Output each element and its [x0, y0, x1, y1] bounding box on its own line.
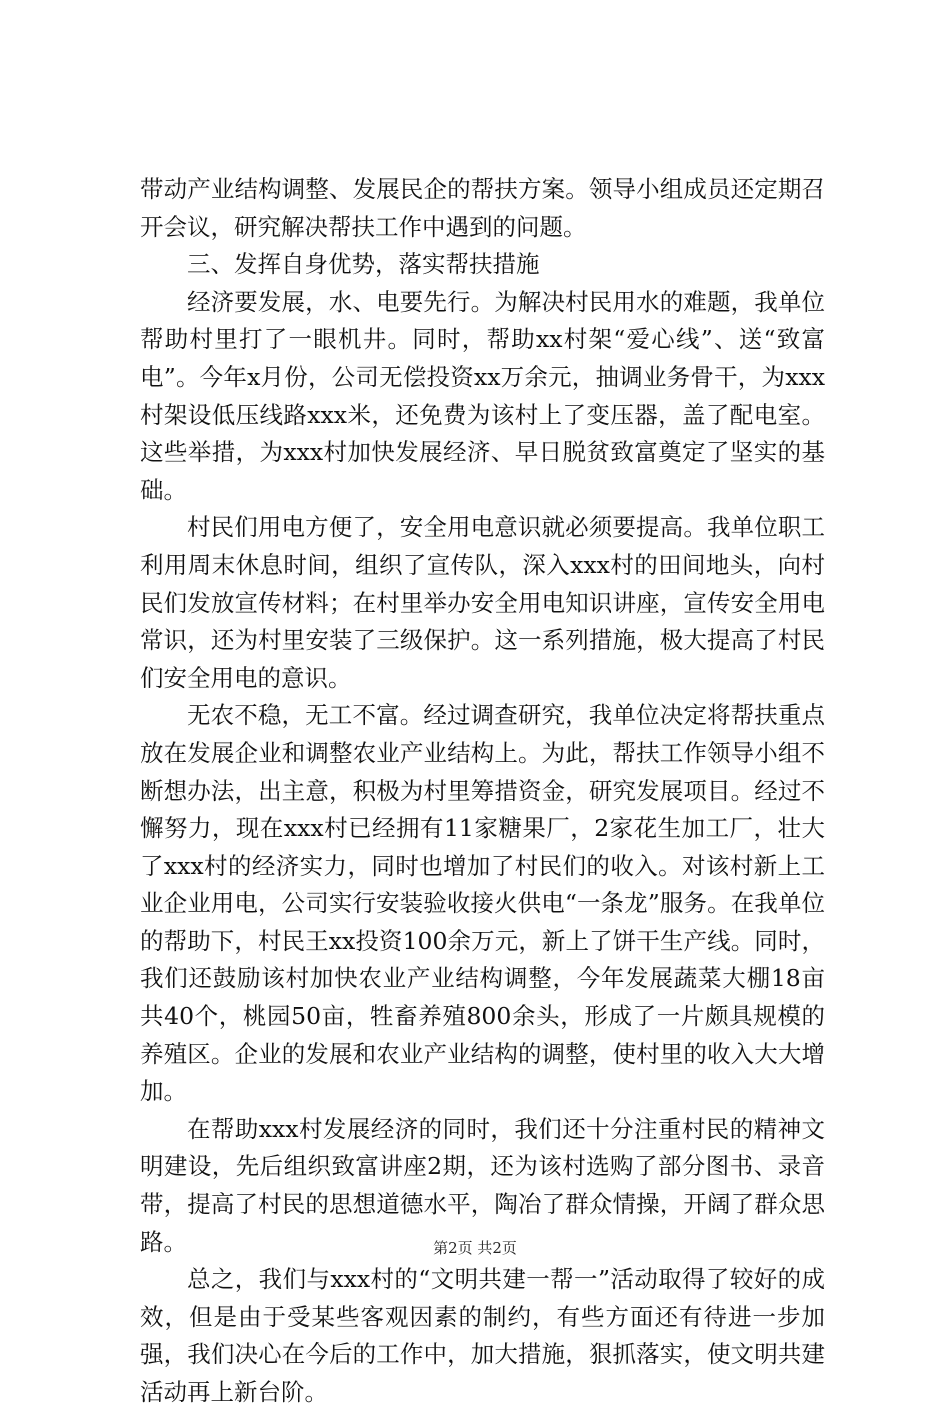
document-body	[140, 171, 825, 1412]
paragraph-water-electricity: 经济要发展，水、电要先行。为解决村民用水的难题，我单位帮助村里打了一眼机井。同时，帮助xx村架“爱心线”、送“致富电”。今年x月份，公司无偿投资xx万余元，抽调业务骨干，为xxx村架设低压线路xxx米，还免费为该村上了变压器，盖了配电室。这些举措，为xxx村加快发展经济、早日脱贫致富奠定了坚实的基础。	[140, 287, 825, 504]
paragraph-electric-safety: 村民们用电方便了，安全用电意识就必须要提高。我单位职工利用周末休息时间，组织了宣传队，深入xxx村的田间地头，向村民们发放宣传材料；在村里举办安全用电知识讲座，宣传安全用电常识，还为村里安装了三级保护。这一系列措施，极大提高了村民们安全用电的意识。	[140, 513, 825, 692]
paragraph-industry-agriculture: 无农不稳，无工不富。经过调查研究，我单位决定将帮扶重点放在发展企业和调整农业产业结构上。为此，帮扶工作领导小组不断想办法，出主意，积极为村里筹措资金，研究发展项目。经过不懈努力，现在xxx村已经拥有11家糖果厂，2家花生加工厂，壮大了xxx村的经济实力，同时也增加了村民们的收入。对该村新上工业企业用电，公司实行安装验收接火供电“一条龙”服务。在我单位的帮助下，村民王xx投资100余万元，新上了饼干生产线。同时，我们还鼓励该村加快农业产业结构调整，今年发展蔬菜大棚18亩共40个，桃园50亩，牲畜养殖800余头，形成了一片颇具规模的养殖区。企业的发展和农业产业结构的调整，使村里的收入大大增加。	[140, 701, 825, 1106]
paragraph-continuation: 带动产业结构调整、发展民企的帮扶方案。领导小组成员还定期召开会议，研究解决帮扶工作中遇到的问题。	[140, 175, 825, 241]
paragraph-spiritual-civilization: 在帮助xxx村发展经济的同时，我们还十分注重村民的精神文明建设，先后组织致富讲座2期，还为该村选购了部分图书、录音带，提高了村民的思想道德水平，陶冶了群众情操，开阔了群众思路。	[140, 1114, 825, 1256]
paragraph-conclusion: 总之，我们与xxx村的“文明共建一帮一”活动取得了较好的成效，但是由于受某些客观因素的制约，有些方面还有待进一步加强，我们决心在今后的工作中，加大措施，狠抓落实，使文明共建活动再上新台阶。	[140, 1265, 825, 1406]
section-heading: 三、发挥自身优势，落实帮扶措施	[187, 250, 540, 279]
page-footer: 第2页 共2页	[433, 1239, 517, 1257]
